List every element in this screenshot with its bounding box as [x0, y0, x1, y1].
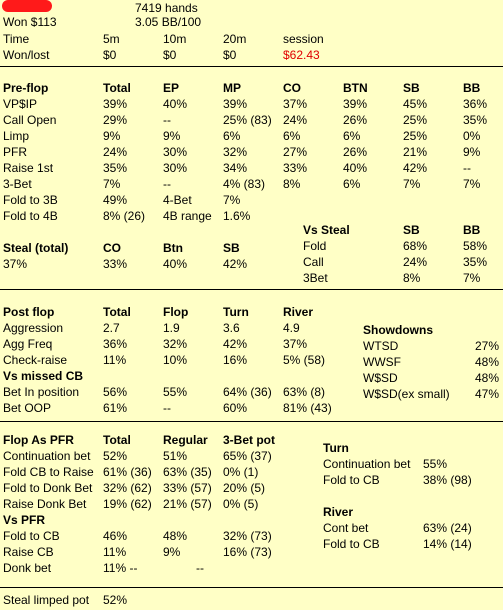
- row-label: WWSF: [363, 355, 401, 369]
- row-label: Raise 1st: [3, 161, 54, 175]
- cell: 55%: [163, 385, 188, 399]
- cell: 29%: [103, 113, 128, 127]
- cell: --: [163, 401, 171, 415]
- cell: 6%: [283, 129, 301, 143]
- cell: 7%: [103, 177, 121, 191]
- cell: 40%: [163, 257, 188, 271]
- cell: 55%: [423, 457, 448, 471]
- col-header: Regular: [163, 433, 208, 447]
- row-label: Call: [303, 255, 324, 269]
- cell: 7%: [403, 177, 421, 191]
- cell: 21% (57): [163, 497, 212, 511]
- cell: 16%: [223, 353, 248, 367]
- period-5m: 5m: [103, 32, 120, 46]
- col-header: Turn: [223, 305, 249, 319]
- cell: 58%: [463, 239, 488, 253]
- cell: 25%: [403, 113, 428, 127]
- cell: 25%: [403, 129, 428, 143]
- col-header: SB: [223, 241, 240, 255]
- col-header: BB: [463, 81, 481, 95]
- row-label: Fold to 3B: [3, 193, 58, 207]
- cell: 63% (8): [283, 385, 326, 399]
- cell: 51%: [163, 449, 188, 463]
- cell: 8% (26): [103, 209, 146, 223]
- cell: 24%: [403, 255, 428, 269]
- row-label: Fold to CB: [323, 473, 380, 487]
- divider: [0, 289, 503, 290]
- won-lost-5m: $0: [103, 48, 117, 62]
- row-label: WTSD: [363, 339, 399, 353]
- cell: 34%: [223, 161, 248, 175]
- cell: 63% (35): [163, 465, 212, 479]
- vs-steal-title: Vs Steal: [303, 223, 350, 237]
- cell: 11% --: [103, 561, 138, 575]
- col-header: CO: [103, 241, 121, 255]
- cell: 32%: [223, 145, 248, 159]
- cell: 30%: [163, 161, 188, 175]
- cell: 81% (43): [283, 401, 332, 415]
- divider: [0, 421, 503, 422]
- cell: 8%: [403, 271, 421, 285]
- cell: --: [163, 113, 171, 127]
- cell: 42%: [223, 337, 248, 351]
- row-label: Bet In position: [3, 385, 80, 399]
- cell: 35%: [463, 255, 488, 269]
- cell: 63% (24): [423, 521, 472, 535]
- cell: 9%: [463, 145, 481, 159]
- row-label: Fold: [303, 239, 327, 253]
- cell: 26%: [343, 113, 368, 127]
- cell: 61%: [103, 401, 128, 415]
- row-label: Check-raise: [3, 353, 68, 367]
- cell: 36%: [103, 337, 128, 351]
- redacted-name-mark: [2, 0, 52, 12]
- cell: 35%: [103, 161, 128, 175]
- cell: 4.9: [283, 321, 300, 335]
- col-header: 3-Bet pot: [223, 433, 275, 447]
- flop-pfr-title: Flop As PFR: [3, 433, 74, 447]
- cell: 7%: [463, 271, 481, 285]
- cell: 9%: [163, 545, 181, 559]
- col-header: Total: [103, 305, 131, 319]
- cell: 25% (83): [223, 113, 272, 127]
- cell: 42%: [223, 257, 248, 271]
- row-label: Raise CB: [3, 545, 54, 559]
- cell: --: [196, 561, 204, 575]
- cell: 68%: [403, 239, 428, 253]
- cell: 49%: [103, 193, 128, 207]
- cell: 0%: [463, 129, 481, 143]
- turn-title: Turn: [323, 441, 349, 455]
- cell: 32% (73): [223, 529, 272, 543]
- col-header: Flop: [163, 305, 189, 319]
- postflop-title: Post flop: [3, 305, 55, 319]
- time-label: Time: [3, 32, 30, 46]
- cell: 0% (1): [223, 465, 259, 479]
- row-label: VP$IP: [3, 97, 38, 111]
- col-header: BB: [463, 223, 481, 237]
- missed-cb-title: Vs missed CB: [3, 369, 84, 383]
- steal-limped-label: Steal limped pot: [3, 593, 90, 607]
- row-label: W$SD(ex small): [363, 387, 450, 401]
- cell: 1.6%: [223, 209, 251, 223]
- row-label: PFR: [3, 145, 27, 159]
- divider: [0, 587, 503, 588]
- cell: 48%: [163, 529, 188, 543]
- river-title: River: [323, 505, 354, 519]
- cell: 26%: [343, 145, 368, 159]
- col-header: Total: [103, 81, 131, 95]
- cell: 48%: [475, 371, 500, 385]
- period-10m: 10m: [163, 32, 187, 46]
- cell: 40%: [163, 97, 188, 111]
- row-label: Limp: [3, 129, 30, 143]
- cell: 6%: [343, 129, 361, 143]
- steal-limped-value: 52%: [103, 593, 128, 607]
- won-lost-20m: $0: [223, 48, 237, 62]
- col-header: SB: [403, 223, 420, 237]
- cell: 32%: [163, 337, 188, 351]
- cell: 33% (57): [163, 481, 212, 495]
- col-header: BTN: [343, 81, 368, 95]
- cell: 65% (37): [223, 449, 272, 463]
- cell: 9%: [103, 129, 121, 143]
- cell: 3.6: [223, 321, 240, 335]
- vs-pfr-title: Vs PFR: [3, 513, 46, 527]
- cell: 39%: [343, 97, 368, 111]
- cell: 4% (83): [223, 177, 266, 191]
- cell: 24%: [283, 113, 308, 127]
- cell: 20% (5): [223, 481, 266, 495]
- row-label: Aggression: [3, 321, 64, 335]
- cell: 8%: [283, 177, 301, 191]
- cell: 61% (36): [103, 465, 152, 479]
- cell: 27%: [475, 339, 500, 353]
- period-20m: 20m: [223, 32, 247, 46]
- cell: 9%: [163, 129, 181, 143]
- cell: 0% (5): [223, 497, 259, 511]
- cell: 1.9: [163, 321, 180, 335]
- won-lost-10m: $0: [163, 48, 177, 62]
- col-header: MP: [223, 81, 241, 95]
- col-header: CO: [283, 81, 301, 95]
- col-header: River: [283, 305, 314, 319]
- cell: 11%: [103, 353, 127, 367]
- cell: 64% (36): [223, 385, 272, 399]
- cell: 6%: [343, 177, 361, 191]
- cell: 21%: [403, 145, 428, 159]
- cell: 56%: [103, 385, 128, 399]
- row-label: Fold to Donk Bet: [3, 481, 93, 495]
- row-label: Raise Donk Bet: [3, 497, 87, 511]
- cell: 35%: [463, 113, 488, 127]
- col-header: SB: [403, 81, 420, 95]
- cell: 37%: [283, 97, 308, 111]
- row-label: Fold CB to Raise: [3, 465, 94, 479]
- bb-per-100: 3.05 BB/100: [135, 15, 202, 29]
- row-label: Agg Freq: [3, 337, 53, 351]
- steal-total-title: Steal (total): [3, 241, 69, 255]
- cell: 10%: [163, 353, 188, 367]
- won-total: Won $113: [3, 15, 57, 29]
- hands-count: 7419 hands: [135, 1, 198, 15]
- showdowns-title: Showdowns: [363, 323, 433, 337]
- cell: 19% (62): [103, 497, 152, 511]
- col-header: Total: [103, 433, 131, 447]
- cell: 46%: [103, 529, 128, 543]
- col-header: Btn: [163, 241, 183, 255]
- cell: 16% (73): [223, 545, 272, 559]
- cell: 24%: [103, 145, 128, 159]
- cell: 52%: [103, 449, 128, 463]
- cell: 36%: [463, 97, 488, 111]
- won-lost-session: $62.43: [283, 48, 320, 62]
- cell: 37%: [3, 257, 28, 271]
- cell: 39%: [103, 97, 128, 111]
- cell: 30%: [163, 145, 188, 159]
- cell: 6%: [223, 129, 241, 143]
- cell: 37%: [283, 337, 308, 351]
- cell: 14% (14): [423, 537, 472, 551]
- cell: 39%: [223, 97, 248, 111]
- cell: 32% (62): [103, 481, 152, 495]
- row-label: Call Open: [3, 113, 57, 127]
- cell: --: [163, 177, 171, 191]
- period-session: session: [283, 32, 324, 46]
- row-label: Continuation bet: [3, 449, 91, 463]
- row-label: W$SD: [363, 371, 398, 385]
- cell: 5% (58): [283, 353, 326, 367]
- cell: 7%: [223, 193, 241, 207]
- row-label: Continuation bet: [323, 457, 411, 471]
- row-label: Cont bet: [323, 521, 369, 535]
- cell: 40%: [343, 161, 368, 175]
- cell: 42%: [403, 161, 428, 175]
- preflop-title: Pre-flop: [3, 81, 49, 95]
- row-label: 3Bet: [303, 271, 328, 285]
- cell: 38% (98): [423, 473, 472, 487]
- row-label: 3-Bet: [3, 177, 32, 191]
- cell: --: [463, 161, 471, 175]
- cell: 2.7: [103, 321, 120, 335]
- won-lost-label: Won/lost: [3, 48, 50, 62]
- cell: 60%: [223, 401, 248, 415]
- row-label: Fold to 4B: [3, 209, 58, 223]
- cell: 33%: [283, 161, 308, 175]
- row-label: Donk bet: [3, 561, 52, 575]
- cell: 27%: [283, 145, 308, 159]
- row-label: 4B range: [163, 209, 212, 223]
- row-label: 4-Bet: [163, 193, 192, 207]
- row-label: Bet OOP: [3, 401, 52, 415]
- row-label: Fold to CB: [3, 529, 60, 543]
- col-header: EP: [163, 81, 180, 95]
- divider: [0, 66, 503, 67]
- cell: 7%: [463, 177, 481, 191]
- cell: 47%: [475, 387, 500, 401]
- cell: 11%: [103, 545, 127, 559]
- cell: 33%: [103, 257, 128, 271]
- cell: 48%: [475, 355, 500, 369]
- cell: 45%: [403, 97, 428, 111]
- row-label: Fold to CB: [323, 537, 380, 551]
